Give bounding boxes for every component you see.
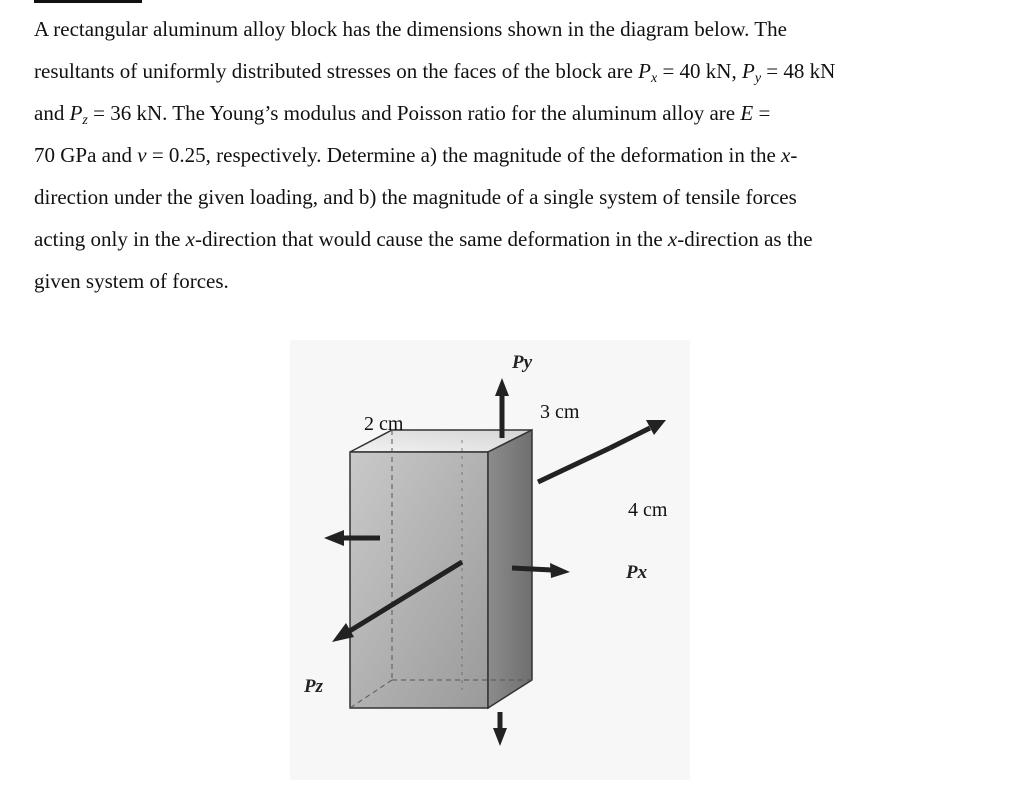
text: -direction as the [677,227,813,251]
symbol-e: E [740,101,754,125]
value-px: = 40 kN, [657,59,742,83]
symbol-x: x [781,143,791,167]
header-rule [34,0,142,3]
problem-line-4 [34,134,994,176]
symbol-pz: P [69,101,83,125]
py-label: Py [512,352,533,373]
symbol-x: x [185,227,195,251]
text: - [790,143,798,167]
block-diagram [290,320,700,790]
subscript-y: y [754,71,762,86]
problem-line-6 [34,218,994,260]
block-front-face [350,452,488,708]
text: 70 GPa and [34,143,138,167]
problem-statement [34,8,994,302]
text: resultants of uniformly distributed stresses on the faces of the block are [34,59,639,83]
problem-line-3 [34,92,994,134]
problem-line-2 [34,50,994,92]
px-label: Px [626,562,648,583]
text: given system of forces. [34,269,229,293]
dim-height-label: 4 cm [628,499,668,521]
problem-line-5 [34,176,994,218]
symbol-nu: ν [137,143,147,167]
px-arrow [512,568,552,570]
problem-line-7 [34,260,994,302]
subscript-z: z [82,113,88,128]
value-pz: = 36 kN. The Young’s modulus and Poisson ratio for the aluminum alloy are [87,101,741,125]
dim-depth-label: 2 cm [364,413,404,435]
symbol-x: x [667,227,678,251]
text: = [753,101,771,125]
value-py: = 48 kN [761,59,836,83]
text: = 0.25, respectively. Determine a) the magnitude of the deformation in the [146,143,782,167]
symbol-px: P [638,59,651,83]
text: acting only in the [34,227,186,251]
text: and [34,101,70,125]
text: A rectangular aluminum alloy block has the dimensions shown in the diagram below. The [34,17,787,41]
subscript-x: x [651,71,658,86]
symbol-py: P [741,59,755,83]
dim-width-label: 3 cm [540,401,580,423]
pz-label: Pz [304,676,323,697]
text: -direction that would cause the same deformation in the [194,227,668,251]
text: direction under the given loading, and b) the magnitude of a single system of tensile forces [34,185,797,209]
problem-line-1 [34,8,994,50]
